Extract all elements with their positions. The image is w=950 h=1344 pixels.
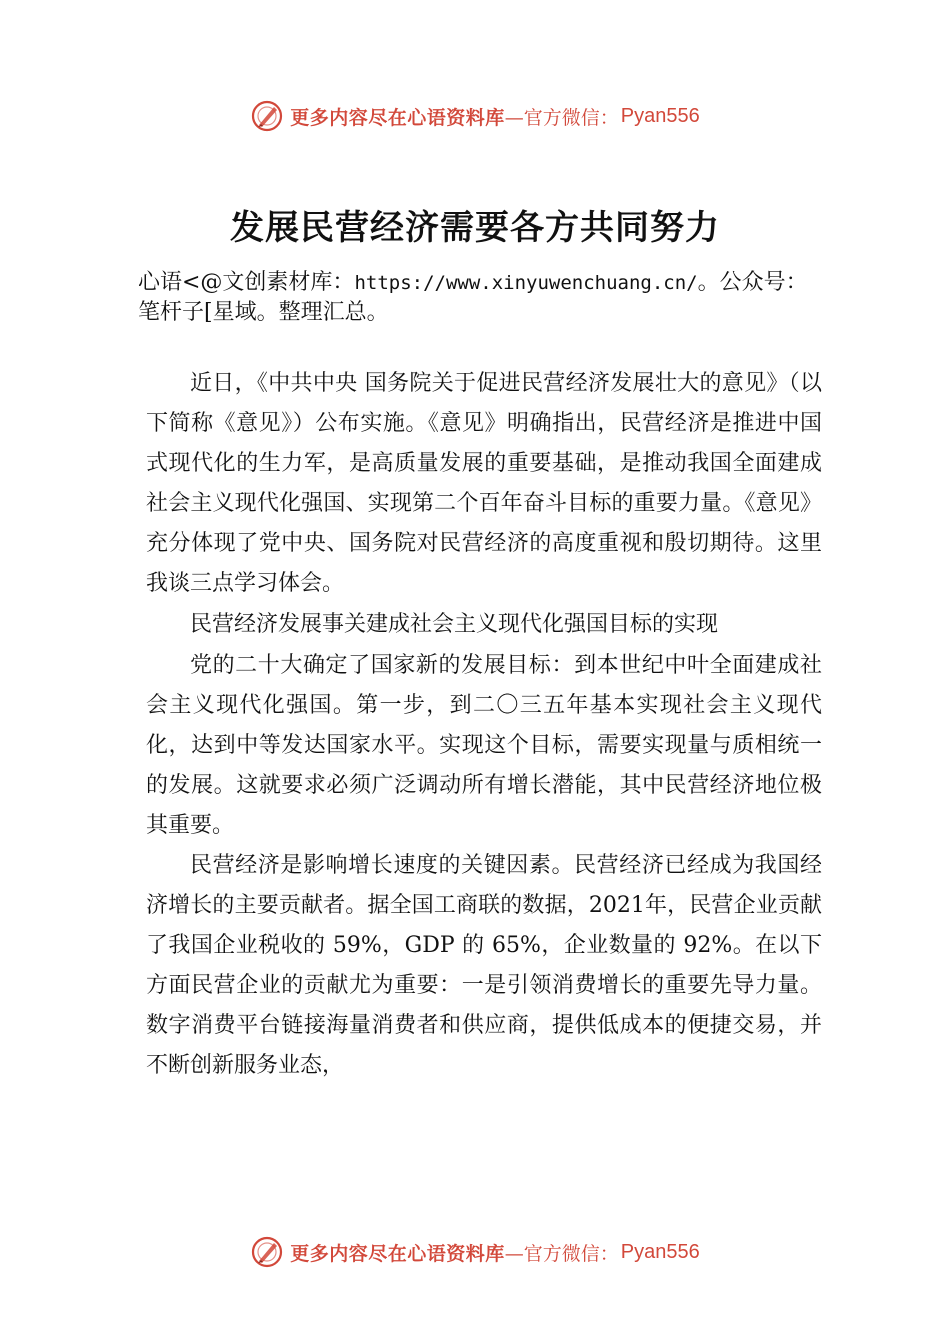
article-body — [146, 364, 822, 1086]
document-title: 发展民营经济需要各方共同努力 — [230, 208, 720, 248]
banner-wechat-id: Pyan556 — [620, 104, 700, 127]
brush-logo-icon — [250, 99, 284, 133]
source-prefix: 心语<@文创素材库： — [138, 270, 355, 295]
paragraph-intro: 近日，《中共中央 国务院关于促进民营经济发展壮大的意见》（以下简称《意见》）公布实施。《意见》明确指出，民营经济是推进中国式现代化的生力军，是高质量发展的重要基础，是推动我国全面建成社会主义现代化强国、实现第二个百年奋斗目标的重要力量。《意见》充分体现了党中央、国务院对民营经济的高度重视和殷切期待。这里我谈三点学习体会。 — [146, 371, 822, 596]
source-suffix: 。公众号：笔杆子[星域。整理汇总。 — [138, 270, 808, 325]
header-banner — [0, 96, 950, 136]
paragraph-growth: 民营经济是影响增长速度的关键因素。民营经济已经成为我国经济增长的主要贡献者。据全国工商联的数据，2021年，民营企业贡献了我国企业税收的 59%，GDP 的 65%，企业数量的 92%。在以下方面民营企业的贡献尤为重要：一是引领消费增长的重要先导力量。数字消费平台链接海量消费者和供应商，提供低成本的便捷交易，并不断创新服务业态， — [146, 853, 822, 1078]
banner-main-text: 更多内容尽在心语资料库 — [290, 1242, 505, 1265]
banner-sub-text: —官方微信： — [504, 106, 619, 129]
paragraph-goal: 党的二十大确定了国家新的发展目标：到本世纪中叶全面建成社会主义现代化强国。第一步，到二〇三五年基本实现社会主义现代化，达到中等发达国家水平。实现这个目标，需要实现量与质相统一的发展。这就要求必须广泛调动所有增长潜能，其中民营经济地位极其重要。 — [146, 653, 822, 838]
source-line — [138, 268, 828, 328]
banner-wechat-id: Pyan556 — [620, 1240, 700, 1263]
source-url: https://www.xinyuwenchuang.cn/ — [354, 272, 698, 294]
section-heading: 民营经济发展事关建成社会主义现代化强国目标的实现 — [190, 612, 719, 637]
footer-banner — [0, 1232, 950, 1272]
brush-logo-icon — [250, 1235, 284, 1269]
banner-sub-text: —官方微信： — [504, 1242, 619, 1265]
banner-main-text: 更多内容尽在心语资料库 — [290, 106, 505, 129]
